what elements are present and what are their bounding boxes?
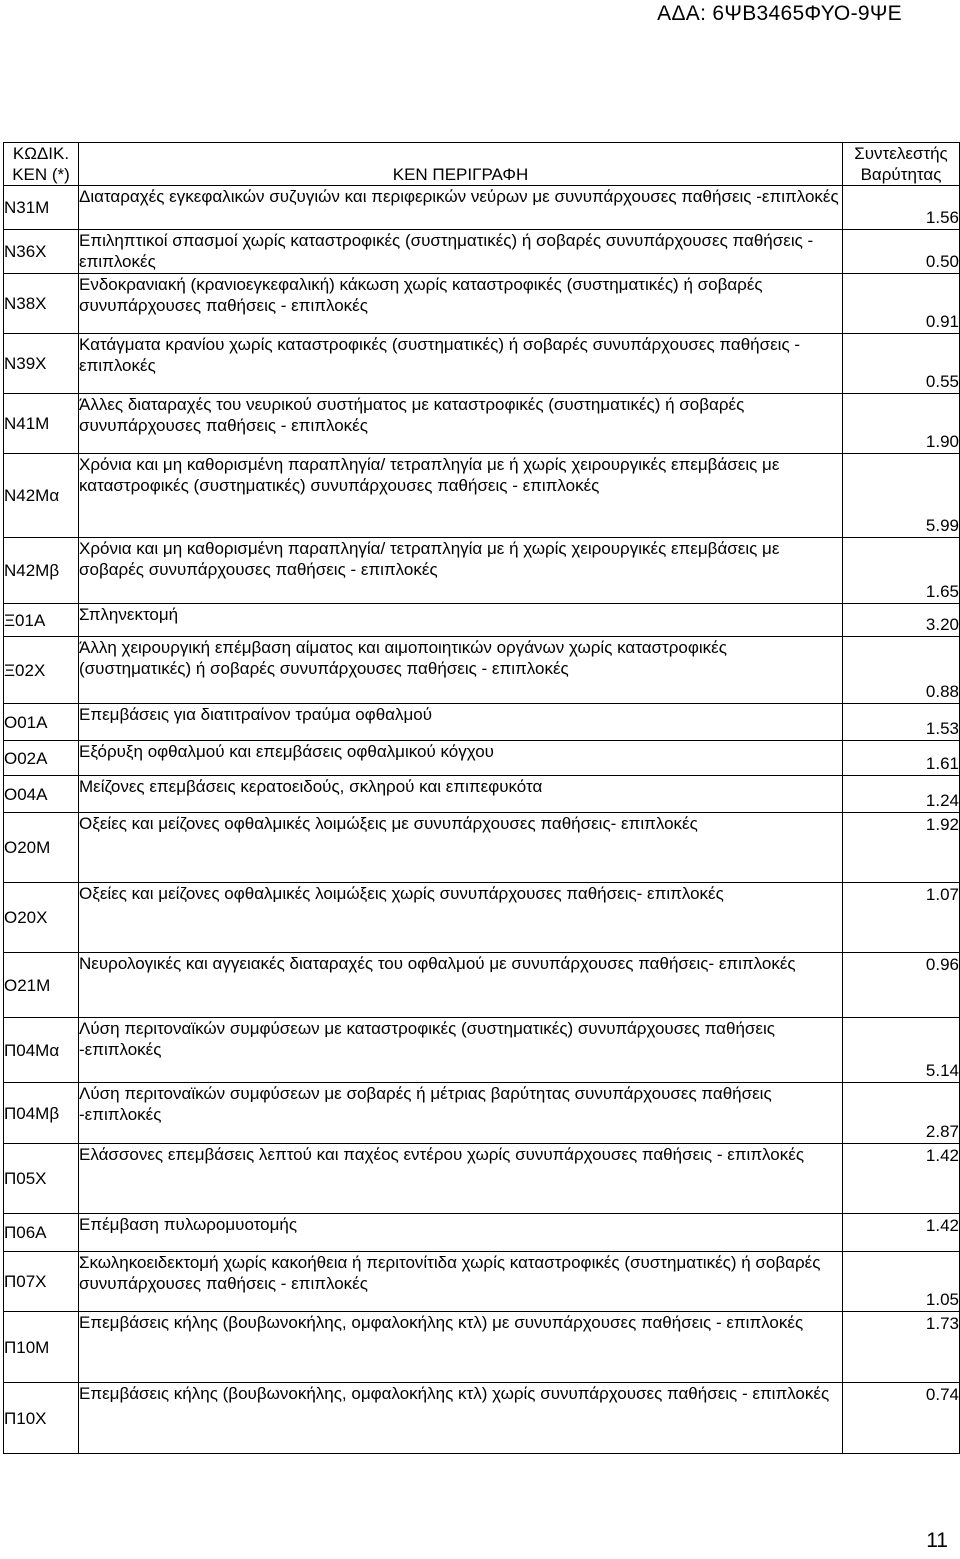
row-description: Σπληνεκτομή [79,604,843,637]
row-code: Ν38Χ [4,274,79,334]
column-header-description: ΚΕΝ ΠΕΡΙΓΡΑΦΗ [79,143,843,186]
row-description: Εξόρυξη οφθαλμού και επεμβάσεις οφθαλμικού κόγχου [79,741,843,776]
row-code: Ο04Α [4,776,79,813]
row-coefficient: 1.65 [843,538,960,604]
row-code: Π10Μ [4,1312,79,1383]
table-row [4,334,960,394]
row-coefficient: 1.05 [843,1252,960,1312]
row-code: Ν41Μ [4,394,79,454]
table-row [4,1018,960,1083]
row-code: Π05Χ [4,1144,79,1214]
row-description: Κατάγματα κρανίου χωρίς καταστροφικές (συστηματικές) ή σοβαρές συνυπάρχουσες παθήσεις - επιπλοκές [79,334,843,394]
row-code: Π06Α [4,1214,79,1252]
row-description: Χρόνια και μη καθορισμένη παραπληγία/ τετραπληγία με ή χωρίς χειρουργικές επεμβάσεις με σοβαρές συνυπάρχουσες παθήσεις - επιπλοκές [79,538,843,604]
row-description: Επεμβάσεις κήλης (βουβωνοκήλης, ομφαλοκήλης κτλ) με συνυπάρχουσες παθήσεις - επιπλοκές [79,1312,843,1383]
row-coefficient: 1.07 [843,883,960,953]
row-code: Π10Χ [4,1383,79,1454]
row-coefficient: 1.90 [843,394,960,454]
row-description: Επέμβαση πυλωρομυοτομής [79,1214,843,1252]
table-row [4,186,960,230]
row-code: Ν31Μ [4,186,79,230]
row-coefficient: 1.53 [843,704,960,741]
row-coefficient: 1.42 [843,1144,960,1214]
row-code: Π07Χ [4,1252,79,1312]
table-row [4,274,960,334]
row-description: Επεμβάσεις για διατιτραίνον τραύμα οφθαλμού [79,704,843,741]
row-coefficient: 1.24 [843,776,960,813]
row-code: Ο20Χ [4,883,79,953]
row-coefficient: 0.91 [843,274,960,334]
row-description: Χρόνια και μη καθορισμένη παραπληγία/ τετραπληγία με ή χωρίς χειρουργικές επεμβάσεις με καταστροφικές (συστηματικές) συνυπάρχουσες παθήσεις - επιπλοκές [79,454,843,538]
row-coefficient: 0.55 [843,334,960,394]
row-description: Οξείες και μείζονες οφθαλμικές λοιμώξεις χωρίς συνυπάρχουσες παθήσεις- επιπλοκές [79,883,843,953]
row-code: Ξ01Α [4,604,79,637]
table-row [4,1383,960,1454]
row-coefficient: 1.73 [843,1312,960,1383]
row-code: Ν42Μα [4,454,79,538]
table-row [4,1083,960,1144]
row-description: Επεμβάσεις κήλης (βουβωνοκήλης, ομφαλοκήλης κτλ) χωρίς συνυπάρχουσες παθήσεις - επιπλοκές [79,1383,843,1454]
table-row [4,776,960,813]
column-header-code: ΚΩΔΙΚ. ΚΕΝ (*) [4,143,79,186]
row-code: Ν36Χ [4,230,79,274]
table-row [4,883,960,953]
column-header-coefficient: Συντελεστής Βαρύτητας [843,143,960,186]
row-description: Άλλη χειρουργική επέμβαση αίματος και αιμοποιητικών οργάνων χωρίς καταστροφικές (συστηματικές) ή σοβαρές συνυπάρχουσες παθήσεις - επιπλοκές [79,637,843,704]
row-coefficient: 1.92 [843,813,960,883]
row-description: Ενδοκρανιακή (κρανιοεγκεφαλική) κάκωση χωρίς καταστροφικές (συστηματικές) ή σοβαρές συνυπάρχουσες παθήσεις - επιπλοκές [79,274,843,334]
row-code: Ο01Α [4,704,79,741]
row-code: Ξ02Χ [4,637,79,704]
row-description: Σκωληκοειδεκτομή χωρίς κακοήθεια ή περιτονίτιδα χωρίς καταστροφικές (συστηματικές) ή σοβαρές συνυπάρχουσες παθήσεις - επιπλοκές [79,1252,843,1312]
row-description: Μείζονες επεμβάσεις κερατοειδούς, σκληρού και επιπεφυκότα [79,776,843,813]
row-code: Ν39Χ [4,334,79,394]
row-code: Π04Μβ [4,1083,79,1144]
row-coefficient: 0.74 [843,1383,960,1454]
row-description: Επιληπτικοί σπασμοί χωρίς καταστροφικές (συστηματικές) ή σοβαρές συνυπάρχουσες παθήσεις - επιπλοκές [79,230,843,274]
row-code: Ο21Μ [4,953,79,1018]
row-code: Ο20Μ [4,813,79,883]
row-coefficient: 5.14 [843,1018,960,1083]
row-code: Ο02Α [4,741,79,776]
row-coefficient: 2.87 [843,1083,960,1144]
row-description: Λύση περιτοναϊκών συμφύσεων με σοβαρές ή μέτριας βαρύτητας συνυπάρχουσες παθήσεις -επιπλοκές [79,1083,843,1144]
row-coefficient: 1.42 [843,1214,960,1252]
table-row [4,953,960,1018]
row-code: Ν42Μβ [4,538,79,604]
table-row [4,394,960,454]
row-coefficient: 3.20 [843,604,960,637]
table-row [4,637,960,704]
table-header-row [4,143,960,186]
table-row [4,1252,960,1312]
table-row [4,538,960,604]
row-code: Π04Μα [4,1018,79,1083]
row-coefficient: 0.88 [843,637,960,704]
ada-identifier: ΑΔΑ: 6ΨΒ3465ΦΥΟ-9ΨΕ [657,2,902,25]
page-number: 11 [926,1529,948,1552]
table-row [4,1144,960,1214]
table-row [4,454,960,538]
table-row [4,1214,960,1252]
row-description: Άλλες διαταραχές του νευρικού συστήματος με καταστροφικές (συστηματικές) ή σοβαρές συνυπάρχουσες παθήσεις - επιπλοκές [79,394,843,454]
table-row [4,813,960,883]
table-row [4,230,960,274]
row-description: Διαταραχές εγκεφαλικών συζυγιών και περιφερικών νεύρων με συνυπάρχουσες παθήσεις -επιπλοκές [79,186,843,230]
table-row [4,1312,960,1383]
table-row [4,741,960,776]
row-description: Ελάσσονες επεμβάσεις λεπτού και παχέος εντέρου χωρίς συνυπάρχουσες παθήσεις - επιπλοκές [79,1144,843,1214]
row-coefficient: 0.50 [843,230,960,274]
table-row [4,604,960,637]
row-coefficient: 1.61 [843,741,960,776]
row-description: Λύση περιτοναϊκών συμφύσεων με καταστροφικές (συστηματικές) συνυπάρχουσες παθήσεις -επιπλοκές [79,1018,843,1083]
ken-codes-table [3,142,960,1454]
row-description: Νευρολογικές και αγγειακές διαταραχές του οφθαλμού με συνυπάρχουσες παθήσεις- επιπλοκές [79,953,843,1018]
row-description: Οξείες και μείζονες οφθαλμικές λοιμώξεις με συνυπάρχουσες παθήσεις- επιπλοκές [79,813,843,883]
row-coefficient: 5.99 [843,454,960,538]
row-coefficient: 1.56 [843,186,960,230]
table-row [4,704,960,741]
row-coefficient: 0.96 [843,953,960,1018]
